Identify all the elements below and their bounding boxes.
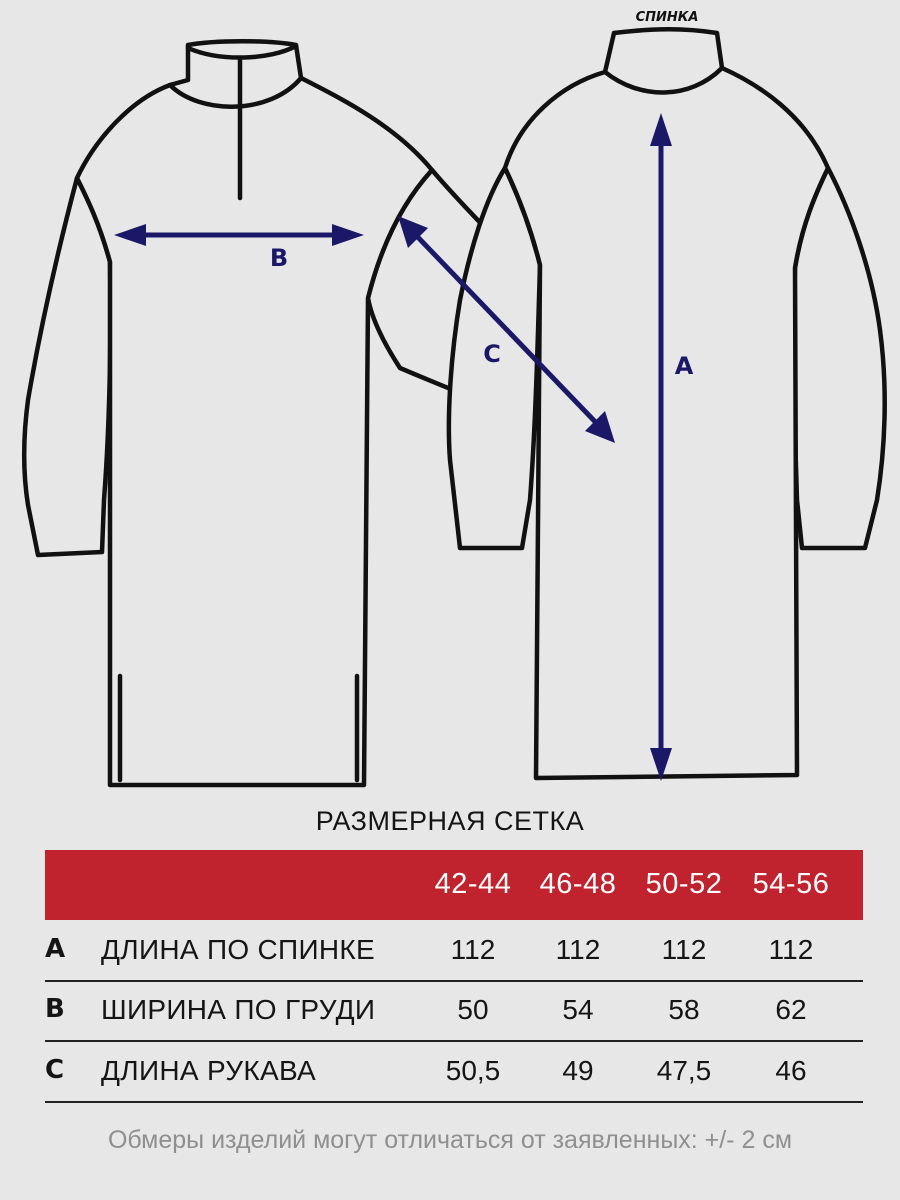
- row-letter: B: [45, 994, 65, 1024]
- row-value: 46: [775, 1055, 807, 1086]
- row-value: 112: [768, 934, 814, 965]
- dimension-c-label: C: [483, 340, 501, 368]
- row-value: 112: [555, 934, 601, 965]
- row-value: 49: [562, 1055, 594, 1086]
- back-view-label: СПИНКА: [635, 10, 699, 25]
- row-value: 58: [668, 994, 700, 1025]
- size-header: 42-44: [434, 868, 512, 900]
- row-letter: C: [45, 1055, 65, 1085]
- table-row: [45, 982, 863, 1042]
- dimension-a-label: A: [674, 352, 694, 380]
- row-value: 54: [562, 994, 594, 1025]
- size-header-bar: [45, 850, 863, 920]
- size-header: 46-48: [539, 868, 617, 900]
- back-right-sleeve: [794, 168, 885, 548]
- dimension-b-label: B: [269, 244, 289, 272]
- front-body: [77, 41, 432, 785]
- table-row: [45, 922, 863, 982]
- table-row: [45, 1043, 863, 1103]
- measurement-note: Обмеры изделий могут отличаться от заявленных: +/- 2 см: [107, 1126, 793, 1154]
- front-left-sleeve: [24, 178, 110, 555]
- row-label: ДЛИНА ПО СПИНКЕ: [101, 934, 375, 965]
- row-value: 62: [775, 994, 807, 1025]
- row-label: ШИРИНА ПО ГРУДИ: [101, 994, 376, 1025]
- row-value: 112: [661, 934, 707, 965]
- row-value: 50: [457, 994, 489, 1025]
- row-value: 47,5: [656, 1055, 712, 1086]
- size-header: 50-52: [645, 868, 723, 900]
- size-chart-title: РАЗМЕРНАЯ СЕТКА: [315, 806, 585, 836]
- row-value: 112: [450, 934, 496, 965]
- row-value: 50,5: [445, 1055, 501, 1086]
- size-header: 54-56: [752, 868, 830, 900]
- row-label: ДЛИНА РУКАВА: [101, 1055, 316, 1086]
- row-letter: A: [45, 934, 66, 964]
